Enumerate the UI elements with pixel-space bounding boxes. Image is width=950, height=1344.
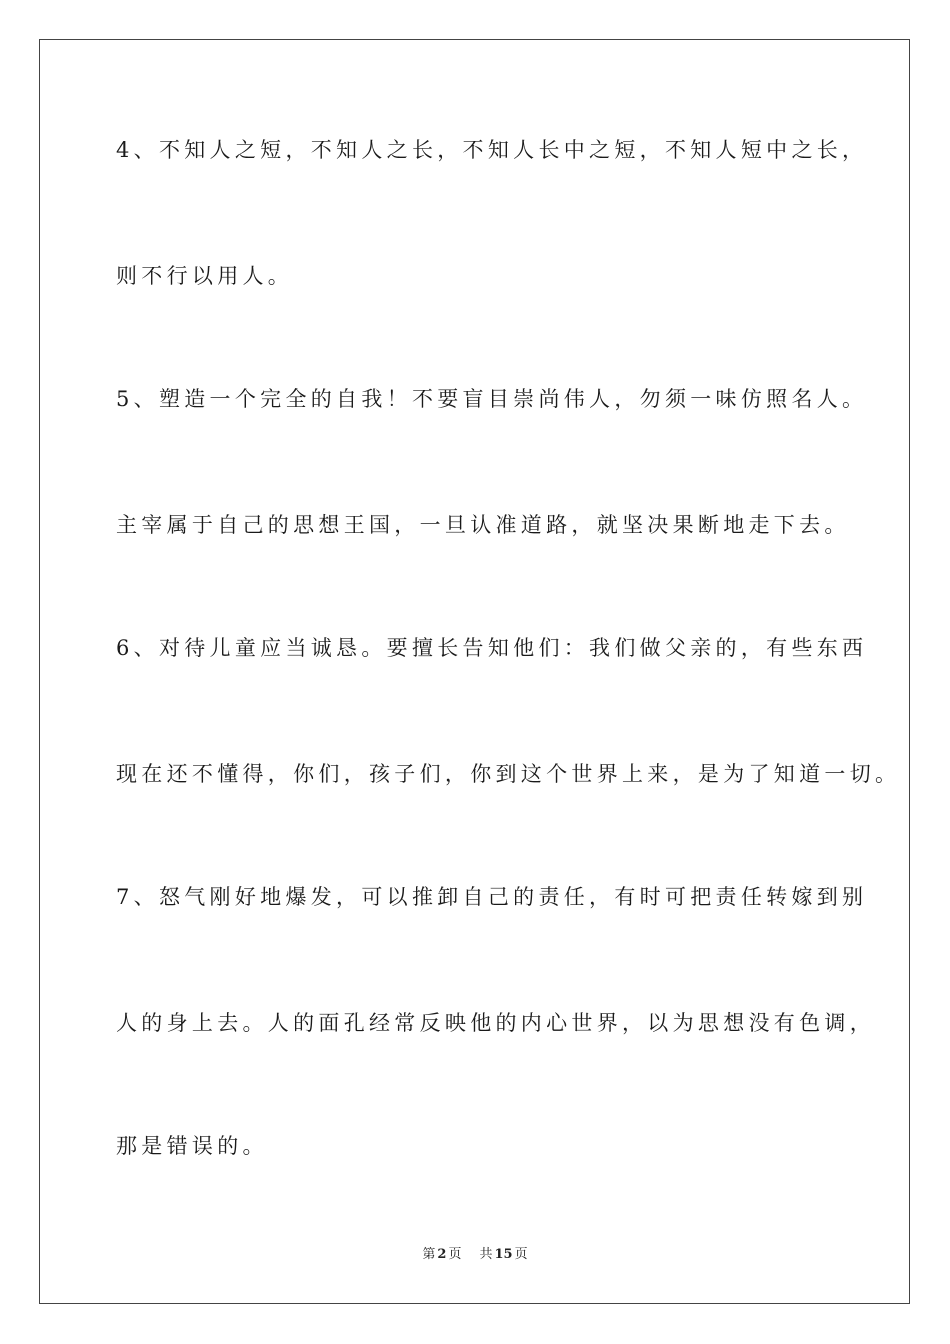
page-footer (0, 1245, 950, 1265)
page-prefix: 第 (422, 1247, 436, 1262)
text-line-1: 4、不知人之短，不知人之长，不知人长中之短，不知人短中之长， (116, 138, 868, 162)
text-line-9: 那是错误的。 (116, 1134, 268, 1158)
text-line-6: 现在还不懂得，你们，孩子们，你到这个世界上来，是为了知道一切。 (116, 762, 901, 786)
text-line-8: 人的身上去。人的面孔经常反映他的内心世界，以为思想没有色调， (116, 1011, 875, 1035)
page-suffix: 页 (448, 1247, 462, 1262)
total-suffix: 页 (514, 1247, 528, 1262)
text-line-5: 6、对待儿童应当诚恳。要擅长告知他们：我们做父亲的，有些东西 (116, 636, 868, 660)
text-line-7: 7、怒气刚好地爆发，可以推卸自己的责任，有时可把责任转嫁到别 (116, 885, 868, 909)
page-frame (39, 39, 910, 1304)
page-total: 15 (494, 1247, 513, 1262)
text-line-3: 5、塑造一个完全的自我！不要盲目崇尚伟人，勿须一味仿照名人。 (116, 387, 868, 411)
text-line-2: 则不行以用人。 (116, 264, 294, 288)
text-line-4: 主宰属于自己的思想王国，一旦认准道路，就坚决果断地走下去。 (116, 513, 850, 537)
total-prefix: 共 (479, 1247, 493, 1262)
page-current: 2 (437, 1247, 447, 1262)
